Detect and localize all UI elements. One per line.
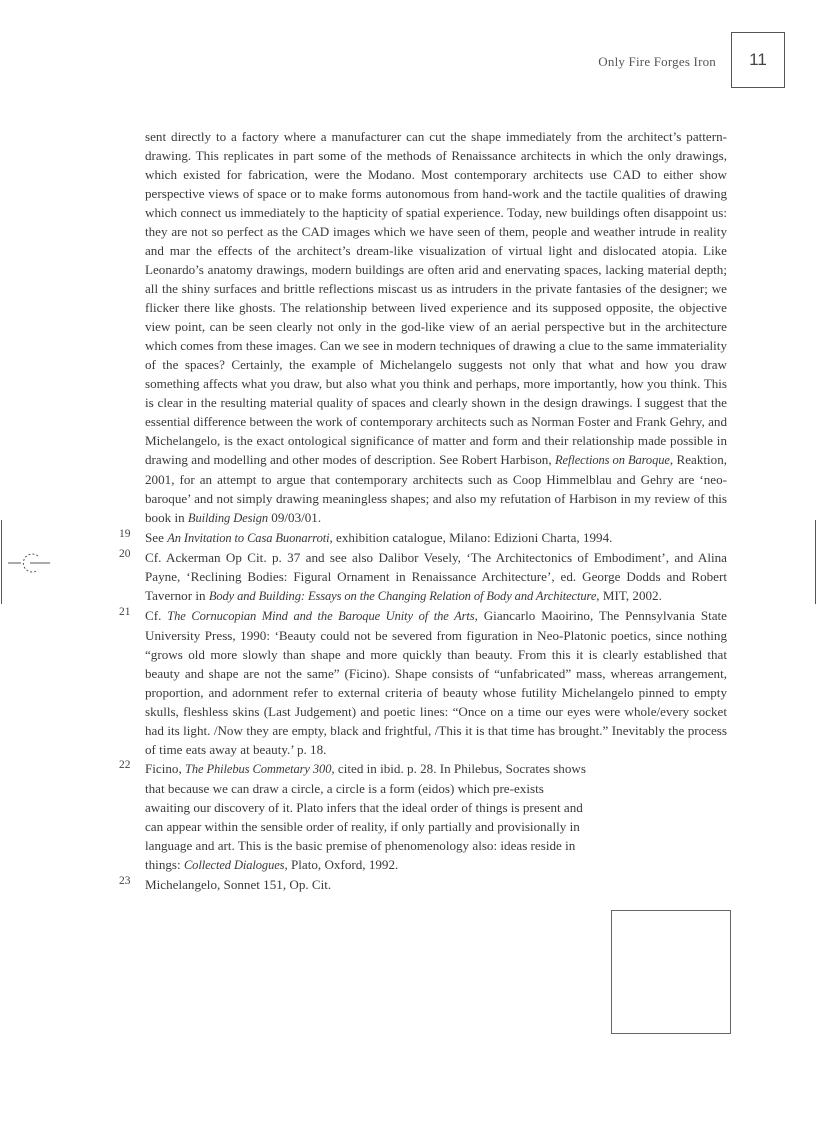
- book-title: The Philebus Commetary 300: [185, 762, 332, 776]
- book-title: An Invitation to Casa Buonarroti: [167, 531, 330, 545]
- footnote-number: 23: [119, 875, 131, 887]
- text-run: Ficino,: [145, 761, 186, 776]
- footnote-number: 19: [119, 528, 131, 540]
- footnote-number: 21: [119, 606, 131, 618]
- page-number-box: [731, 32, 785, 88]
- text-run: , Giancarlo Maoirino, The Pennsylvania State University Press, 1990: ‘Beauty could not be severed from figuration in Neo-Platonic poetics, since nothing “grows old more slowly than shape and more quickly than beauty. From this it is clearly established that beauty and shape are not the same” (Ficino). Shape consists of “unfabricated” mass, whereas arrangement, proportion, and adornment refer to external criteria of beauty whose futility Michelangelo pinned to empty skulls, fleshless skins (Last Judgement) and poetic lines: “Once on a time our eyes were whole/every socket had its light. /Now they are empty, black and frightful, /This it is that time has brought.” Inevitably the process of time eats away at beauty.’ p. 18.: [145, 608, 727, 757]
- text-run: , Plato, Oxford, 1992.: [284, 857, 399, 872]
- footnote-20: [119, 548, 727, 606]
- footnotes-body: [119, 127, 727, 894]
- book-title: Body and Building: Essays on the Changing Relation of Body and Architecture: [208, 589, 597, 603]
- text-run: Cf. Ackerman Op Cit. p. 37 and see also Dalibor Vesely, ‘The Architectonics of Embodiment’, and Alina Payne, ‘Reclining Bodies: Figural Ornament in Renaissance Architecture’, ed. George Dodds and Robert Tavernor in: [145, 550, 727, 603]
- text-run: , MIT, 2002.: [596, 588, 662, 603]
- footnote-19: [119, 528, 727, 548]
- text-run: 09/03/01.: [268, 510, 322, 525]
- book-title: The Cornucopian Mind and the Baroque Unity of the Arts: [167, 609, 475, 623]
- text-run: See: [145, 530, 168, 545]
- book-title: Reflections on Baroque: [555, 453, 670, 467]
- book-title: Building Design: [187, 511, 269, 525]
- text-run: Michelangelo, Sonnet 151, Op. Cit.: [145, 877, 332, 892]
- registration-mark-icon: [8, 548, 50, 578]
- footnote-continuation: [119, 127, 727, 528]
- running-title: Only Fire Forges Iron: [598, 54, 716, 69]
- text-run: , Reaktion, 2001, for an attempt to argue that contemporary architects such as Coop Himmelblau and Gehry are ‘neo-baroque’ and not simply drawing meaningless shapes; and also my refutation of Harbison in my review of this book in: [145, 452, 728, 525]
- figure-placeholder-box: [611, 910, 731, 1034]
- text-run: Cf.: [145, 608, 168, 623]
- book-title: Collected Dialogues: [183, 858, 285, 872]
- page-number: 11: [749, 50, 767, 69]
- footnote-22: [119, 759, 727, 875]
- text-run: sent directly to a factory where a manufacturer can cut the shape immediately from the architect’s pattern-drawing. This replicates in part some of the methods of Renaissance architects in which the only drawings, which existed for fabrication, were the Modano. Most contemporary architects use CAD to either show perspective views of space or to make forms autonomous from hand-work and the tactile qualities of drawing which connect us immediately to the hapticity of spatial experience. Today, new buildings often disappoint us: they are not so perfect as the CAD images which we have seen of them, people and weather intrude in reality and mar the effects of the architect’s dream-like visualization of virtual light and dislocated atopia. Like Leonardo’s anatomy drawings, modern buildings are often arid and enervating spaces, lacking material depth; all the shiny surfaces and brittle reflections miscast us as intruders in the private fantasies of the designer; we flicker there like ghosts. The relationship between lived experience and its supposed opposite, the objective view point, can be seen clearly not only in the god-like view of an aerial perspective but in the architecture which comes from these images. Can we see in modern techniques of drawing a clue to the same immateriality of the spaces? Certainly, the example of Michelangelo suggests not only that what and how you draw something affects what you draw, but also what you think and perhaps, more importantly, how you think. This is clear in the resulting material quality of spaces and clearly shown in the design drawings. I suggest that the essential difference between the work of contemporary architects such as Norman Foster and Frank Gehry, and Michelangelo, is the exact ontological significance of matter and form and their relationship made possible in drawing and modelling and other modes of description. See Robert Harbison,: [145, 129, 727, 467]
- footnote-number: 22: [119, 759, 131, 771]
- text-run: , cited in ibid. p. 28. In Philebus, Socrates shows that because we can draw a circle, a circle is a form (eidos) which pre-exists awaiting our discovery of it. Plato infers that the ideal order of things is present and can appear within the sensible order of reality, if only partially and provisionally in language and art. This is the basic premise of phenomenology also: ideas reside in things:: [145, 761, 586, 872]
- text-run: , exhibition catalogue, Milano: Edizioni Charta, 1994.: [329, 530, 613, 545]
- footnote-number: 20: [119, 548, 131, 560]
- footnote-21: [119, 606, 727, 759]
- crop-line-left: [1, 520, 2, 604]
- footnote-23: [119, 875, 727, 894]
